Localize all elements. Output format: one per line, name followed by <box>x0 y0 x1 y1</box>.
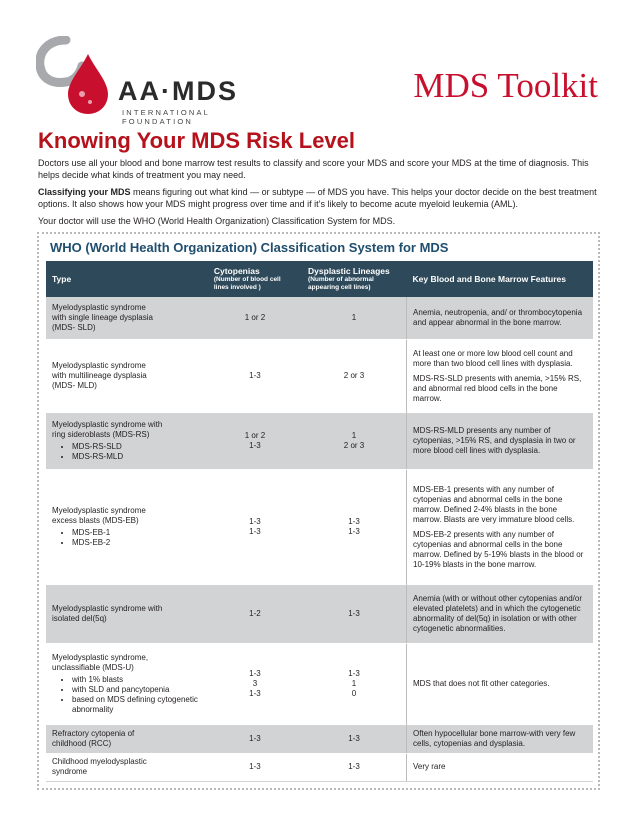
type-line: Myelodysplastic syndrome <box>52 506 146 515</box>
lineage-value: 2 or 3 <box>343 371 365 380</box>
cytopenia-value: 1 or 2 <box>244 312 266 322</box>
cell-key-features <box>407 469 593 585</box>
lineage-value: 1-3 <box>348 669 360 678</box>
cell-cytopenias <box>208 469 302 585</box>
cell-cytopenias <box>208 339 302 413</box>
subtype-item: • based on MDS defining cytogenetic abnormality <box>72 695 202 715</box>
feature-text: Very rare <box>413 762 446 771</box>
cytopenia-value: 1-3 <box>249 517 261 526</box>
page-heading: Knowing Your MDS Risk Level <box>38 128 356 153</box>
cytopenia-value: 1-3 <box>249 371 261 380</box>
subtype-list <box>52 675 202 715</box>
intro-paragraph-1: Doctors use all your blood and bone marrow test results to classify and score your MDS and score your MDS at the time of diagnosis. This helps decide what kinds of treatment you may need. <box>38 158 589 180</box>
cell-cytopenias <box>208 413 302 469</box>
cell-key-features <box>407 339 593 413</box>
aamds-logo <box>36 36 276 126</box>
logo-subtitle: INTERNATIONAL FOUNDATION <box>122 108 210 126</box>
feature-text: Often hypocellular bone marrow-with very few cells, cytopenias and dysplasia. <box>413 729 576 748</box>
subtype-item: • MDS-RS-MLD <box>72 452 202 462</box>
cell-dysplastic-lineages <box>302 413 406 469</box>
feature-text: MDS that does not fit other categories. <box>413 679 550 688</box>
cell-cytopenias <box>208 643 302 725</box>
lineage-value: 2 or 3 <box>343 441 365 450</box>
logo-name: AA·MDS <box>118 76 238 106</box>
subtype-item: • MDS-EB-2 <box>72 538 202 548</box>
table-row <box>46 297 593 339</box>
subtype-item: • with 1% blasts <box>72 675 202 685</box>
lineage-value: 1-3 <box>348 517 360 526</box>
type-line: childhood (RCC) <box>52 739 112 748</box>
cytopenia-value: 1-3 <box>249 441 261 450</box>
feature-text: Anemia, neutropenia, and/ or thrombocytopenia and appear abnormal in the bone marrow. <box>413 307 583 327</box>
type-line: Myelodysplastic syndrome <box>52 302 146 312</box>
who-classification-table <box>46 261 593 782</box>
cell-dysplastic-lineages <box>302 753 406 781</box>
column-header-key-features: Key Blood and Bone Marrow Features <box>407 261 593 297</box>
table-body <box>46 297 593 781</box>
cell-cytopenias <box>208 725 302 753</box>
type-line: excess blasts (MDS-EB) <box>52 516 139 525</box>
cell-dysplastic-lineages <box>302 643 406 725</box>
column-header-cytopenias: Cytopenias (Number of blood cell lines involved ) <box>208 261 302 297</box>
cytopenia-value: 3 <box>252 679 258 688</box>
cytopenia-value: 1-2 <box>249 609 261 618</box>
type-line: Myelodysplastic syndrome, <box>52 653 149 662</box>
cell-type <box>46 413 208 469</box>
type-line: with multilineage dysplasia <box>52 371 147 380</box>
cell-type <box>46 339 208 413</box>
intro-bold-term: Classifying your MDS <box>38 187 131 197</box>
table-row <box>46 643 593 725</box>
type-line: isolated del(5q) <box>52 614 107 623</box>
cell-cytopenias <box>208 753 302 781</box>
lineage-value: 0 <box>351 689 357 698</box>
cytopenia-value: 1 or 2 <box>244 431 266 440</box>
subtype-item: • MDS-EB-1 <box>72 528 202 538</box>
cell-dysplastic-lineages <box>302 725 406 753</box>
subtype-list <box>52 528 202 548</box>
feature-text: At least one or more low blood cell count and more than two blood cell lines with dysplasia. <box>413 348 573 368</box>
type-line: Refractory cytopenia of <box>52 729 135 738</box>
subtype-item: • MDS-RS-SLD <box>72 442 202 452</box>
column-header-dysplastic-lineages: Dysplastic Lineages (Number of abnormal appearing cell lines) <box>302 261 406 297</box>
cytopenia-value: 1-3 <box>249 669 261 678</box>
cell-type <box>46 297 208 339</box>
type-line: unclassifiable (MDS-U) <box>52 663 134 672</box>
feature-text: MDS-RS-SLD presents with anemia, >15% RS, and abnormal red blood cells in the bone marrow. <box>413 373 582 403</box>
table-header-row <box>46 261 593 297</box>
cell-dysplastic-lineages <box>302 585 406 643</box>
cell-cytopenias <box>208 297 302 339</box>
lineage-value: 1-3 <box>348 527 360 536</box>
lineage-value: 1-3 <box>348 609 360 618</box>
type-line: ring sideroblasts (MDS-RS) <box>52 430 150 439</box>
cell-dysplastic-lineages <box>302 339 406 413</box>
cytopenia-value: 1-3 <box>249 689 261 698</box>
lineage-value: 1-3 <box>348 762 360 771</box>
type-line: Myelodysplastic syndrome with <box>52 604 163 613</box>
who-classification-box <box>37 232 600 790</box>
intro-paragraph-2 <box>38 186 600 210</box>
toolkit-title: MDS Toolkit <box>413 66 598 105</box>
intro-text <box>38 157 600 232</box>
intro-paragraph-3: Your doctor will use the WHO (World Health Organization) Classification System for MDS. <box>38 216 396 226</box>
type-line: Myelodysplastic syndrome <box>52 361 146 370</box>
lineage-value: 1 <box>351 431 357 440</box>
feature-text: MDS-EB-2 presents with any number of cytopenias and abnormal cells in the bone marrow. Defined by 5-19% blasts in the blood or 10-19% blasts in the bone marrow. <box>413 529 584 569</box>
intro-paragraph-2-rest: means figuring out what kind — or subtype — of MDS you have. This helps your doctor decide on the best treatment options. It also shows how your MDS might progress over time and if it’s likely to become acute myeloid leukemia (AML). <box>38 187 597 209</box>
who-box-title: WHO (World Health Organization) Classification System for MDS <box>50 240 449 255</box>
column-header-type: Type <box>46 261 208 297</box>
cell-type <box>46 753 208 781</box>
cell-dysplastic-lineages <box>302 297 406 339</box>
table-row <box>46 753 593 781</box>
lineage-value: 1-3 <box>348 734 360 743</box>
cell-type <box>46 643 208 725</box>
cell-key-features <box>407 413 593 469</box>
type-line: Childhood myelodysplastic <box>52 757 147 766</box>
cytopenia-value: 1-3 <box>249 527 261 536</box>
feature-text: MDS-RS-MLD presents any number of cytopenias, >15% RS, and dysplasia in two or more blood cell lines with dysplasia. <box>413 426 576 455</box>
table-row <box>46 469 593 585</box>
cell-key-features <box>407 643 593 725</box>
cell-key-features <box>407 753 593 781</box>
type-line: (MDS- SLD) <box>52 322 96 332</box>
type-line: syndrome <box>52 767 88 776</box>
cell-key-features <box>407 297 593 339</box>
cell-cytopenias <box>208 585 302 643</box>
feature-text: MDS-EB-1 presents with any number of cytopenias and abnormal cells in the bone marrow. Defined 2-4% blasts in the bone marrow. Blasts are very immature blood cells. <box>413 484 575 524</box>
lineage-value: 1 <box>351 312 357 322</box>
cell-key-features <box>407 725 593 753</box>
cell-type <box>46 585 208 643</box>
feature-text: Anemia (with or without other cytopenias and/or elevated platelets) and in which the cytogenetic abnormality of del(5q) in isolation or with other cytogenetic abnormalities. <box>413 594 582 633</box>
cytopenia-value: 1-3 <box>249 762 261 771</box>
type-line: with single lineage dysplasia <box>52 312 153 322</box>
subtype-item: • with SLD and pancytopenia <box>72 685 202 695</box>
type-line: Myelodysplastic syndrome with <box>52 420 163 429</box>
subtype-list <box>52 442 202 462</box>
cytopenia-value: 1-3 <box>249 734 261 743</box>
lineage-value: 1 <box>351 679 357 688</box>
cell-type <box>46 469 208 585</box>
cell-dysplastic-lineages <box>302 469 406 585</box>
type-line: (MDS- MLD) <box>52 381 97 390</box>
table-row <box>46 585 593 643</box>
table-row <box>46 413 593 469</box>
table-row <box>46 339 593 413</box>
cell-type <box>46 725 208 753</box>
table-row <box>46 725 593 753</box>
cell-key-features <box>407 585 593 643</box>
